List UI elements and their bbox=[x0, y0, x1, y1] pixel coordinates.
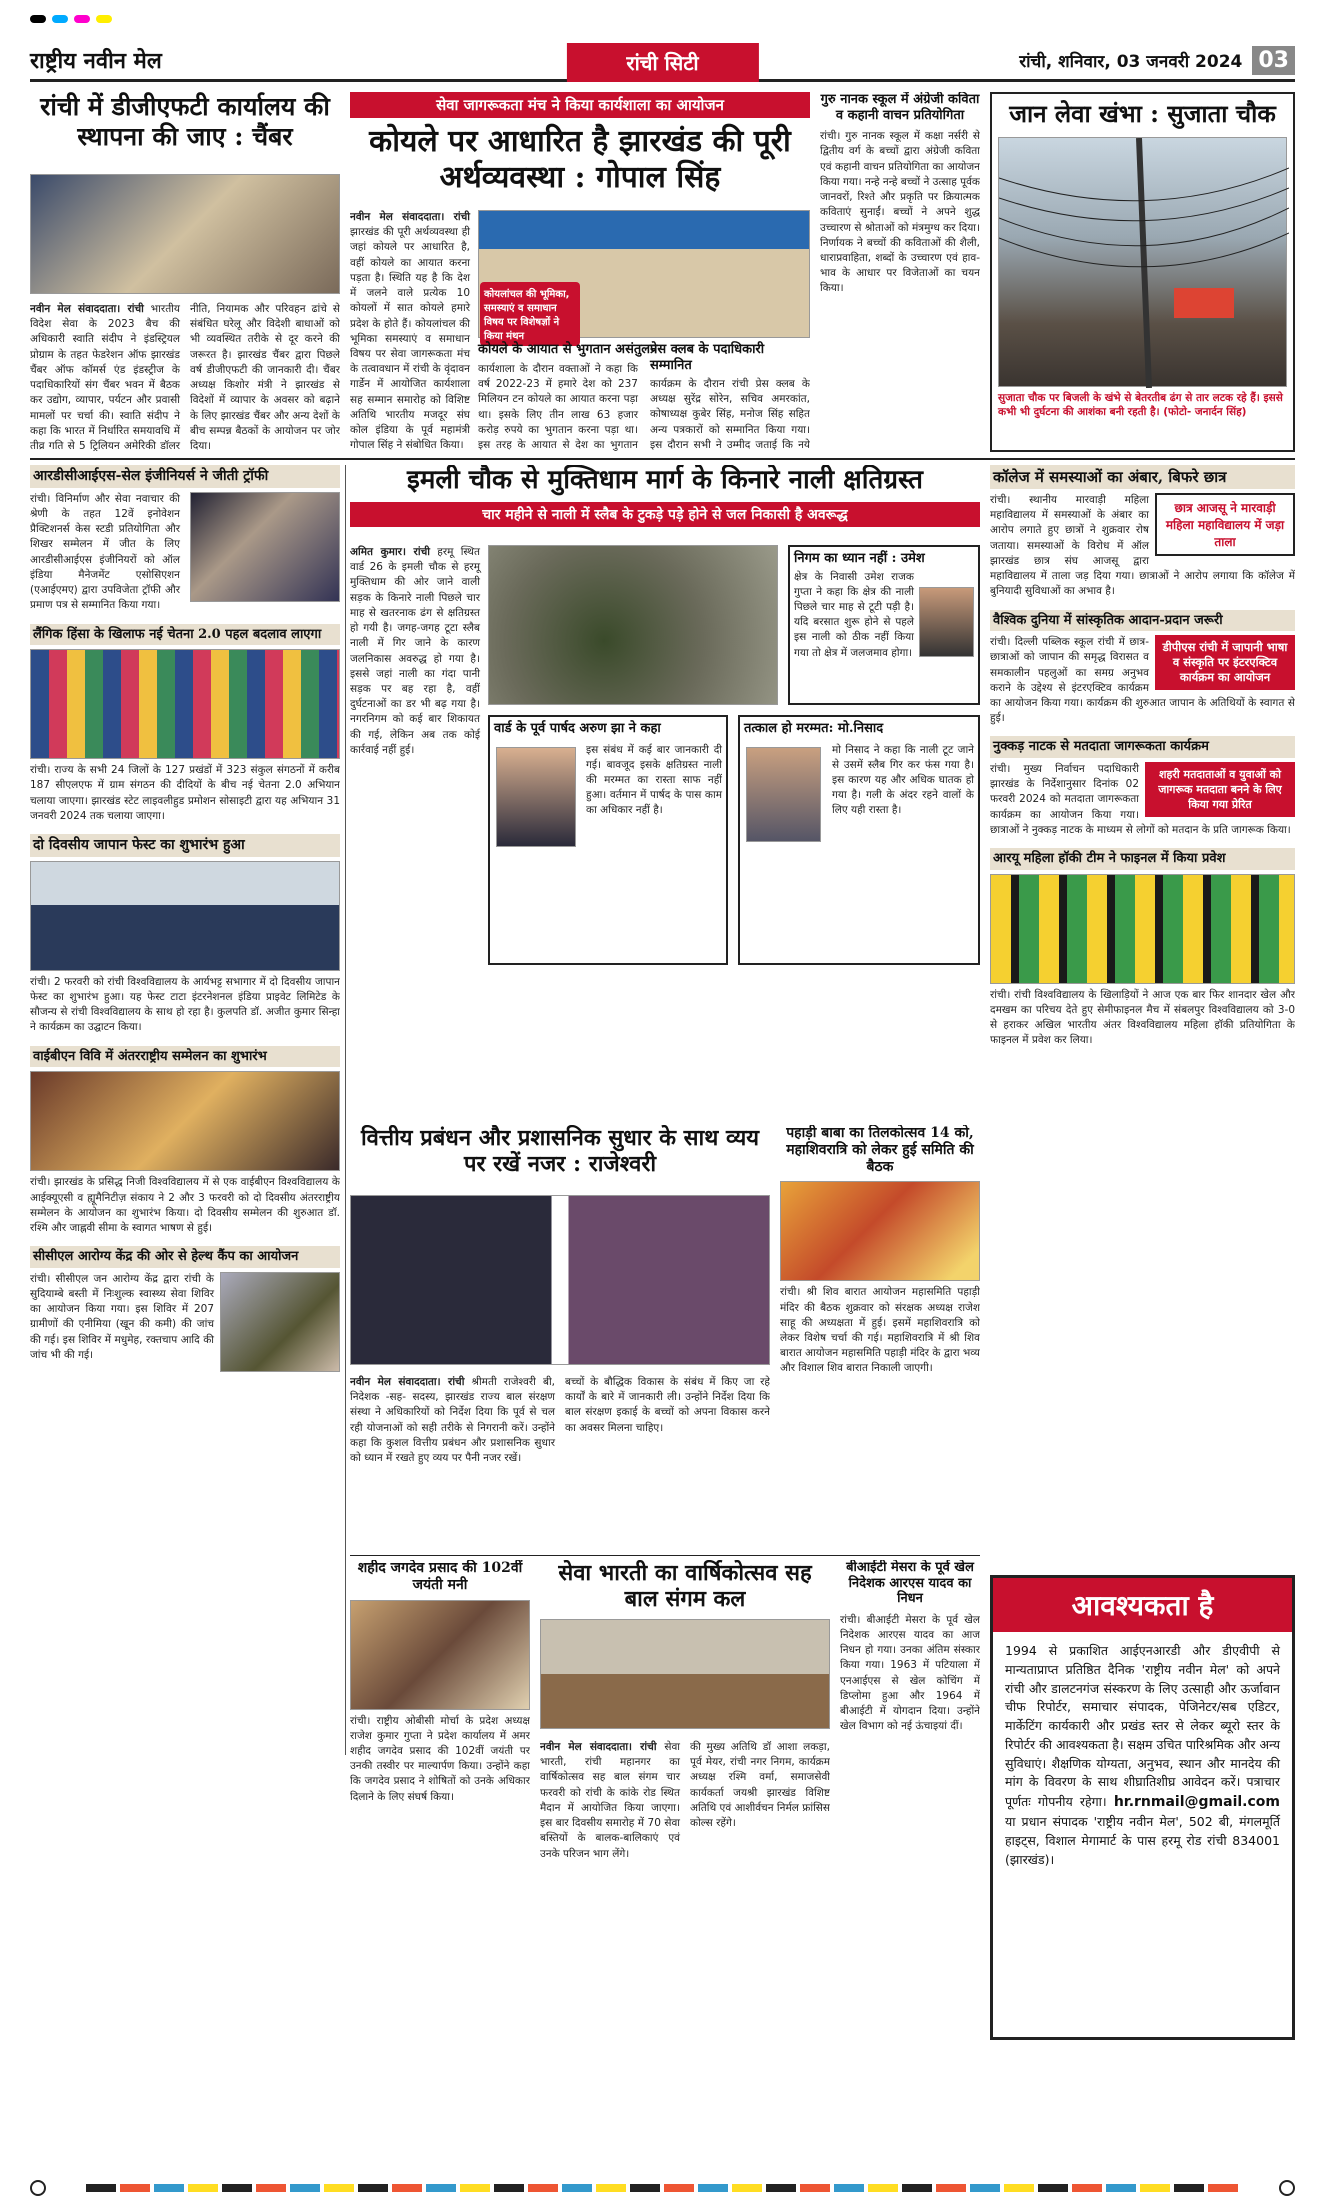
registration-strip-top bbox=[30, 8, 1295, 18]
campaign-photo bbox=[30, 649, 340, 759]
body: रांची। मुख्य निर्वाचन पदाधिकारी झारखंड के निर्देशानुसार दिनांक 02 फरवरी 2024 को मतदाता जागरूकता कार्यक्रम का आयोजन किया गया। छात्राओं ने नुक्कड़ नाटक के माध्यम से लोगों को मतदान के प्रति जागरूक किया। bbox=[990, 763, 1291, 836]
issue-date: रांची, शनिवार, 03 जनवरी 2024 bbox=[1019, 52, 1243, 72]
conference-photo bbox=[30, 1071, 340, 1171]
registration-mark-icon bbox=[1279, 2180, 1295, 2196]
right-column bbox=[990, 465, 1295, 1565]
dateline: अमित कुमार। रांची bbox=[350, 546, 430, 558]
box-umesh bbox=[788, 545, 980, 705]
headline: वैश्विक दुनिया में सांस्कृतिक आदान-प्रदान जरूरी bbox=[990, 610, 1295, 632]
wires-illustration bbox=[999, 138, 1289, 388]
subbody: मो निसाद ने कहा कि नाली टूट जाने से उसमें स्लैब गिर कर फंस गया है। इस कारण यह और अधिक घातक हो गया है। गली के अंदर रहने वालों के लिए यही रास्ता है। bbox=[832, 743, 974, 817]
body: रांची। झारखंड के प्रसिद्ध निजी विश्वविद्यालय में से एक वाईबीएन विश्वविद्यालय के आईक्यूएसी व ह्यूमैनिटीज़ संकाय ने 2 और 3 फरवरी को दो दिवसीय अंतरराष्ट्रीय सम्मेलन के आयोजन का शुभारंभ किया। दो दिवसीय सम्मेलन की शुरुआत डॉ. रश्मि और जाह्नवी सीमा के स्वागत भाषण से हुई। bbox=[30, 1176, 340, 1234]
article-rdcis bbox=[30, 465, 340, 614]
article-seva-bharti bbox=[540, 1560, 830, 2040]
registration-strip-bottom bbox=[30, 2179, 1295, 2197]
ad-body: 1994 से प्रकाशित आईएनआरडी और डीएवीपी से मान्यताप्राप्त प्रतिष्ठित दैनिक 'राष्ट्रीय नवीन मेल' को अपने रांची और डालटनगंज संस्करण के लिए उत्साही और ऊर्जावान चीफ रिपोर्टर, समाचार संपादक, पेजिनेटर/सब एडिटर, मार्केटिंग कार्यकारी और प्रखंड स्तर से लेकर ब्यूरो स्तर के रिपोर्टर की आवश्यकता है। सक्षम उचित पारिश्रमिक और अन्य सुविधाएं। शैक्षणिक योग्यता, अनुभव, स्थान और मानदेय की मांग के विवरण के साथ शीघ्रातिशीघ्र आवेदन करें। पत्राचार पूर्णतः गोपनीय रहेगा। bbox=[1005, 1643, 1280, 1809]
headline: सीसीएल आरोग्य केंद्र की ओर से हेल्थ कैंप का आयोजन bbox=[30, 1246, 340, 1268]
arun-jha-portrait bbox=[496, 747, 576, 847]
article-coal bbox=[350, 92, 810, 452]
sub-heading-press: प्रेस क्लब के पदाधिकारी सम्मानित bbox=[650, 342, 765, 373]
box-arun-jha bbox=[488, 715, 728, 965]
drain-photo bbox=[488, 545, 778, 705]
subhead: वार्ड के पूर्व पार्षद अरुण झा ने कहा bbox=[494, 721, 661, 736]
body: रांची। राष्ट्रीय ओबीसी मोर्चा के प्रदेश अध्यक्ष राजेश कुमार गुप्ता ने प्रदेश कार्यालय में अमर शहीद जगदेव प्रसाद की 102वीं जयंती पर उनकी तस्वीर पर माल्यार्पण किया। उन्होंने कहा कि जगदेव प्रसाद ने शोषितों को उनके अधिकार दिलाने के लिए संघर्ष किया। bbox=[350, 1714, 530, 1803]
meeting-photo bbox=[540, 1619, 830, 1729]
sub-body-import: कार्यशाला के दौरान वक्ताओं ने कहा कि वर्ष 2022-23 में हमारे देश को 237 मिलियन टन कोयले का आयात करना पड़ा था। इसके लिए तीन लाख 63 हजार करोड़ रुपये का भुगतान करना पड़ा था। इस तरह के आयात से देश का भुगतान bbox=[478, 363, 638, 452]
masthead bbox=[30, 42, 1295, 82]
callout: छात्र आजसू ने मारवाड़ी महिला महाविद्यालय में जड़ा ताला bbox=[1155, 493, 1295, 556]
article-gender bbox=[30, 624, 340, 824]
dateline: नवीन मेल संवाददाता। रांची bbox=[350, 1376, 465, 1388]
dateline: नवीन मेल संवाददाता। रांची bbox=[350, 211, 470, 223]
health-camp-photo bbox=[220, 1272, 340, 1372]
divider bbox=[30, 458, 1295, 460]
headline: दो दिवसीय जापान फेस्ट का शुभारंभ हुआ bbox=[30, 834, 340, 857]
headline: पहाड़ी बाबा का तिलकोत्सव 14 को, महाशिवरात्रि को लेकर हुई समिति की बैठक bbox=[786, 1125, 974, 1175]
body: सेवा भारती, रांची महानगर का वार्षिकोत्सव सह बाल संगम चार फरवरी को रांची के कांके रोड स्थित मैदान में आयोजित किया जाएगा। इस बार दिवसीय समारोह में 70 सेवा बस्तियों के बालक-बालिकाएं एवं उनके परिजन भाग लेंगे। bbox=[540, 1741, 680, 1860]
article-japanese bbox=[990, 610, 1295, 727]
body: रांची। दिल्ली पब्लिक स्कूल रांची में छात्र-छात्राओं को जापान की समृद्ध विरासत व समकालीन पहलुओं का समग्र अनुभव कराने के उद्देश्य से इंटरएक्टिव कार्यक्रम का आयोजन किया गया। कार्यक्रम की शुरुआत जापान के अतिथियों के स्वागत से हुई। bbox=[990, 636, 1295, 725]
dateline: नवीन मेल संवाददाता। रांची bbox=[30, 303, 144, 315]
body: रांची। सीसीएल जन आरोग्य केंद्र द्वारा रांची के सुदियाम्बे बस्ती में निःशुल्क स्वास्थ्य सेवा शिविर का आयोजन किया गया। इस शिविर में 207 ग्रामीणों की एनीमिया (खून की कमी) की जांच की गई। इस शिविर में मधुमेह, रक्तचाप आदि की जांच भी की गई। bbox=[30, 1272, 214, 1361]
callout: कोयलांचल की भूमिका, समस्याएं व समाधान विषय पर विशेषज्ञों ने किया मंथन bbox=[480, 282, 580, 346]
article-bit-mesra bbox=[840, 1560, 980, 2040]
japan-fest-photo bbox=[30, 861, 340, 971]
subbody: क्षेत्र के निवासी उमेश राजक गुप्ता ने कहा कि क्षेत्र की नाली पिछले चार माह से टूटी पड़ी है। यदि बरसात शुरू होने से पहले इस नाली को ठीक नहीं किया गया तो क्षेत्र में जलजमाव होगा। bbox=[794, 570, 914, 659]
headline: जान लेवा खंभा : सुजाता चौक bbox=[1009, 99, 1276, 128]
ad-email[interactable]: hr.rnmail@gmail.com bbox=[1113, 1794, 1280, 1810]
headline: वित्तीय प्रबंधन और प्रशासनिक सुधार के साथ व्यय पर रखें नजर : राजेश्वरी bbox=[360, 1125, 760, 1178]
box-nisad bbox=[738, 715, 980, 965]
meeting-photo bbox=[30, 174, 340, 294]
headline: सेवा भारती का वार्षिकोत्सव सह बाल संगम कल bbox=[558, 1560, 812, 1613]
subbody: इस संबंध में कई बार जानकारी दी गई। बावजूद इसके क्षतिग्रस्त नाली की मरम्मत का रास्ता साफ नहीं हुआ। वर्तमान में पार्षद के पास काम का अधिकार नहीं है। bbox=[586, 743, 722, 817]
headline: कॉलेज में समस्याओं का अंबार, बिफरे छात्र bbox=[990, 465, 1295, 489]
ad-address: या प्रधान संपादक 'राष्ट्रीय नवीन मेल', 502 बी, मंगलमूर्ति हाइट्स, विशाल मेगामार्ट के पास हरमू रोड रांची 834001 (झारखंड)। bbox=[1005, 1814, 1280, 1867]
ad-title: आवश्यकता है bbox=[993, 1578, 1292, 1632]
sub-body-press: कार्यक्रम के दौरान रांची प्रेस क्लब के अध्यक्ष सुरेंद्र सोरेन, सचिव अमरकांत, कोषाध्यक्ष कुबेर सिंह, मनोज सिंह सहित अन्य पत्रकारों को सम्मानित किया गया। इस दौरान सभी ने उम्मीद जताई कि नये bbox=[650, 378, 810, 451]
body: रांची। श्री शिव बारात आयोजन महासमिति पहाड़ी मंदिर की बैठक शुक्रवार को संरक्षक अध्यक्ष राजेश साहू की अध्यक्षता में हुई। इसमें महाशिवरात्रि को लेकर विशेष चर्चा की गई। महाशिवरात्रि में श्री शिव बारात आयोजन महासमिति पहाड़ी मंदिर के द्वारा भव्य और विशाल शिव बारात निकाली जाएगी। bbox=[780, 1286, 980, 1375]
street-photo bbox=[998, 137, 1287, 387]
headline: आरयू महिला हॉकी टीम ने फाइनल में किया प्रवेश bbox=[990, 848, 1295, 870]
headline: रांची में डीजीएफटी कार्यालय की स्थापना की जाए : चैंबर bbox=[40, 92, 330, 151]
body: रांची। राज्य के सभी 24 जिलों के 127 प्रखंडों में 323 संकुल संगठनों में करीब 187 सीएलएफ में ग्राम संगठन की दीदियों के बीच नई चेतना 2.0 अभियान चलाया जाएगा। झारखंड स्टेट लाइवलीहुड प्रमोशन सोसाइटी द्वारा यह अभियान 31 जनवरी 2024 तक चलाया जाएगा। bbox=[30, 764, 340, 822]
divider bbox=[350, 1555, 980, 1556]
body2: बच्चों के बौद्धिक विकास के संबंध में किए जा रहे कार्यों के बारे में जानकारी ली। उन्होंने निर्देश दिया कि बाल संरक्षण इकाई के बच्चों को अपना विकास करने का अवसर मिलना चाहिए। bbox=[565, 1376, 770, 1434]
award-photo bbox=[190, 492, 340, 602]
headline: नुक्कड़ नाटक से मतदाता जागरूकता कार्यक्रम bbox=[990, 736, 1295, 758]
article-vaidyanath bbox=[30, 1046, 340, 1236]
kicker: चार महीने से नाली में स्लैब के टुकड़े पड़े होने से जल निकासी है अवरूद्ध bbox=[350, 502, 980, 527]
article-pahadi-baba bbox=[780, 1125, 980, 1550]
headline: लैंगिक हिंसा के खिलाफ नई चेतना 2.0 पहल बदलाव लाएगा bbox=[30, 624, 340, 646]
body2: की मुख्य अतिथि डॉ आशा लकड़ा, पूर्व मेयर, रांची नगर निगम, कार्यक्रम अध्यक्ष रश्मि वर्मा, समाजसेवी कार्यकर्ता जयश्री झारखंड विशिष्ट अतिथि एवं आशीर्वचन निर्मल फ्रांसिस कोल्स रहेंगे। bbox=[690, 1741, 830, 1830]
tribute-photo bbox=[350, 1600, 530, 1710]
officials-photo bbox=[350, 1195, 770, 1365]
article-japan-fest bbox=[30, 834, 340, 1036]
headline: आरडीसीआईएस-सेल इंजीनियर्स ने जीती ट्रॉफी bbox=[30, 465, 340, 488]
callout: डीपीएस रांची में जापानी भाषा व संस्कृति पर इंटरएक्टिव कार्यक्रम का आयोजन bbox=[1155, 635, 1295, 690]
headline: इमली चौक से मुक्तिधाम मार्ग के किनारे नाली क्षतिग्रस्त bbox=[407, 465, 923, 495]
column-divider bbox=[345, 465, 346, 1755]
sub-heading-import: कोयले के आयात से भुगतान असंतुलन bbox=[478, 342, 658, 357]
caption: सुजाता चौक पर बिजली के खंभे से बेतरतीब ढंग से तार लटक रहे हैं। इससे कभी भी दुर्घटना की आशंका बनी रहती है। (फोटो- जनार्दन सिंह) bbox=[998, 391, 1283, 418]
headline: कोयले पर आधारित है झारखंड की पूरी अर्थव्यवस्था : गोपाल सिंह bbox=[369, 124, 791, 195]
article-ccl bbox=[30, 1246, 340, 1363]
kicker: सेवा जागरूकता मंच ने किया कार्यशाला का आयोजन bbox=[350, 92, 810, 118]
body: श्रीमती राजेश्वरी बी, निदेशक -सह- सदस्य, झारखंड राज्य बाल संरक्षण संस्था ने अधिकारियों को निर्देश दिया कि पूर्व से चल रही योजनाओं को सही तरीके से निगरानी करें। उन्होंने कहा कि कुशल वित्तीय प्रबंधन और प्रशासनिक सुधार को ध्यान में रखते हुए व्यय पर पैनी नजर रखें। bbox=[350, 1376, 556, 1465]
body: रांची। 2 फरवरी को रांची विश्वविद्यालय के आर्यभट्ट सभागार में दो दिवसीय जापान फेस्ट का शुभारंभ हुआ। यह फेस्ट टाटा इंटरनेशनल इंडिया प्राइवेट लिमिटेड के सौजन्य से रांची विश्वविद्यालय के साथ हो रहा है। कुलपति डॉ. अजीत कुमार सिन्हा ने कार्यक्रम का उद्घाटन किया। bbox=[30, 975, 340, 1034]
body: रांची। बीआईटी मेसरा के पूर्व खेल निदेशक आरएस यादव का आज निधन हो गया। उनका अंतिम संस्कार किया गया। 1963 में पटियाला में एनआईएस से खेल कोचिंग में डिप्लोमा हुआ और 1964 में बीआईटी में योगदान दिया। उन्होंने खेल विभाग को नई ऊंचाइयां दीं। bbox=[840, 1613, 980, 1733]
article-sujata-chowk bbox=[990, 92, 1295, 452]
hockey-team-photo bbox=[990, 874, 1295, 984]
article-finance bbox=[350, 1125, 770, 1550]
body: रांची। रांची विश्वविद्यालय के खिलाड़ियों ने आज एक बार फिर शानदार खेल और दमखम का परिचय देते हुए सेमीफाइनल मैच में संबलपुर विश्वविद्यालय को 3-0 से हराकर अखिल भारतीय अंतर विश्वविद्यालय महिला हॉकी प्रतियोगिता के फाइनल में प्रवेश कर लिया। bbox=[990, 988, 1295, 1047]
page-number: 03 bbox=[1252, 46, 1295, 75]
article-imli-chowk bbox=[350, 465, 980, 1115]
dateline: नवीन मेल संवाददाता। रांची bbox=[540, 1741, 657, 1753]
body: रांची। स्थानीय मारवाड़ी महिला महाविद्यालय में समस्याओं के अंबार का आरोप लगाते हुए छात्रों ने शुक्रवार रोष जताया। समस्याओं के विरोध में ऑल झारखंड छात्र संघ आजसू द्वारा महाविद्यालय में ताला जड़ दिया गया। छात्राओं ने आरोप लगाया कि कॉलेज में बुनियादी सुविधाओं का अभाव है। bbox=[990, 494, 1295, 598]
temple-photo bbox=[780, 1181, 980, 1281]
paper-name: राष्ट्रीय नवीन मेल bbox=[30, 48, 162, 74]
nisad-portrait bbox=[746, 747, 821, 842]
body: झारखंड की पूरी अर्थव्यवस्था ही जहां कोयले पर आधारित है, वहीं कोयले का आयात करना पड़ता है। स्थिति यह है कि देश में जलने वाले प्रत्येक 10 कोयलों में सात कोयले हमारे प्रदेश के होते हैं। कोयलांचल की भूमिका समस्याएं व समाधान विषय पर सेवा जागरूकता मंच के तत्वावधान में रांची के वृंदावन गार्डेन में आयोजित कार्यशाला सह सम्मान समारोह को विशिष्ट अतिथि भारतीय मजदूर संघ कोल इंडिया के पूर्व महामंत्री गोपाल सिंह ने संबोधित किया। bbox=[350, 226, 470, 452]
body: रांची। गुरु नानक स्कूल में कक्षा नर्सरी से द्वितीय वर्ग के बच्चों द्वारा अंग्रेजी कविता एवं कहानी वाचन प्रतियोगिता का आयोजन किया गया। नन्हे नन्हे बच्चों ने उत्साह पूर्वक जानवरों, रिश्ते और प्रकृति पर क्रियात्मक कविताएं सुनाईं। बच्चों ने अपने शुद्ध उच्चारण से श्रोताओं को मंत्रमुग्ध कर दिया। निर्णायक ने बच्चों की कविताओं की शैली, धाराप्रवाहिता, शब्दों के उच्चारण एवं हाव-भाव के आधार पर विजेताओं का चयन किया। bbox=[820, 130, 980, 295]
left-column bbox=[30, 465, 340, 1565]
section-tab: रांची सिटी bbox=[566, 43, 758, 82]
body: रांची। विनिर्माण और सेवा नवाचार की श्रेणी के तहत 12वें इनोवेशन प्रैक्टिशनर्स केस स्टडी प्रतियोगिता और शिखर सम्मेलन में जीत के लिए आरडीसीआईएस इंजीनियरों को ऑल इंडिया मैनेजमेंट एसोसिएशन (एआईएमए) द्वारा उपविजेता ट्रॉफी और प्रमाण पत्र से सम्मानित किया गया। bbox=[30, 492, 180, 612]
body: हरमू स्थित वार्ड 26 के इमली चौक से हरमू मुक्तिधाम की ओर जाने वाली सड़क के किनारे नाली पिछले चार माह से खतरनाक ढंग से क्षतिग्रस्त हो गयी है। जगह-जगह टूटा स्लैब नाली में गिर जाने के कारण जलनिकास अवरुद्ध हो गया है। इससे जहां नाली का गंदा पानी सड़क पर बह रहा है, वहीं दुर्घटनाओं का डर भी बढ़ गया है। नगरनिगम को कई बार शिकायत की गई, लेकिन अब तक कोई कार्रवाई नहीं हुई। bbox=[350, 546, 480, 756]
headline: बीआईटी मेसरा के पूर्व खेल निदेशक आरएस यादव का निधन bbox=[846, 1560, 974, 1607]
subhead: निगम का ध्यान नहीं : उमेश bbox=[794, 551, 925, 566]
registration-mark-icon bbox=[30, 2180, 46, 2196]
headline: गुरु नानक स्कूल में अंग्रेजी कविता व कहानी वाचन प्रतियोगिता bbox=[820, 92, 980, 123]
body: भारतीय विदेश सेवा के 2023 बैच की अधिकारी स्वाति संदीप ने इंडस्ट्रियल प्रोग्राम के तहत फेडरेशन ऑफ झारखंड चैंबर ऑफ कॉमर्स एंड इंडस्ट्रीज के पदाधिकारियों संग चैंबर भवन में बैठक कर उद्योग, व्यापार, पर्यटन और प्रवासी मामलों पर चर्चा की। स्वाति संदीप ने कहा कि भारत में निर्धारित समयावधि में तीव्र गति से 5 ट्रिलियन अमेरिकी डॉलर bbox=[30, 303, 180, 452]
subhead: तत्काल हो मरम्मत: मो.निसाद bbox=[744, 721, 884, 736]
article-voter bbox=[990, 736, 1295, 838]
article-jagdev bbox=[350, 1560, 530, 2040]
callout: शहरी मतदाताओं व युवाओं को जागरूक मतदाता बनने के लिए किया गया प्रेरित bbox=[1145, 762, 1295, 817]
article-guru-nanak bbox=[820, 92, 980, 452]
color-bar bbox=[86, 2184, 1239, 2192]
classified-ad bbox=[990, 1575, 1295, 2040]
article-hockey bbox=[990, 848, 1295, 1048]
article-dgft bbox=[30, 92, 340, 452]
article-college bbox=[990, 465, 1295, 600]
headline: वाईबीएन विवि में अंतरराष्ट्रीय सम्मेलन का शुभारंभ bbox=[30, 1046, 340, 1068]
body2: नीति, नियामक और परिवहन ढांचे से संबंधित घरेलू और विदेशी बाधाओं को भी व्यवस्थित तरीके से दूर करने की जरूरत है। झारखंड चैंबर द्वारा पिछले वर्ष डीजीएफटी की जानकारी दी। चैंबर अध्यक्ष किशोर मंत्री ने झारखंड से विदेशों में व्यापार के अवसर को बढ़ाने के लिए झारखंड चैंबर और अन्य देशों के बीच सम्पन्न बैठकों के आयोजन पर जोर दिया। bbox=[190, 303, 340, 452]
dateline bbox=[1019, 46, 1295, 79]
headline: शहीद जगदेव प्रसाद की 102वीं जयंती मनी bbox=[357, 1560, 523, 1593]
umesh-portrait bbox=[919, 587, 974, 657]
